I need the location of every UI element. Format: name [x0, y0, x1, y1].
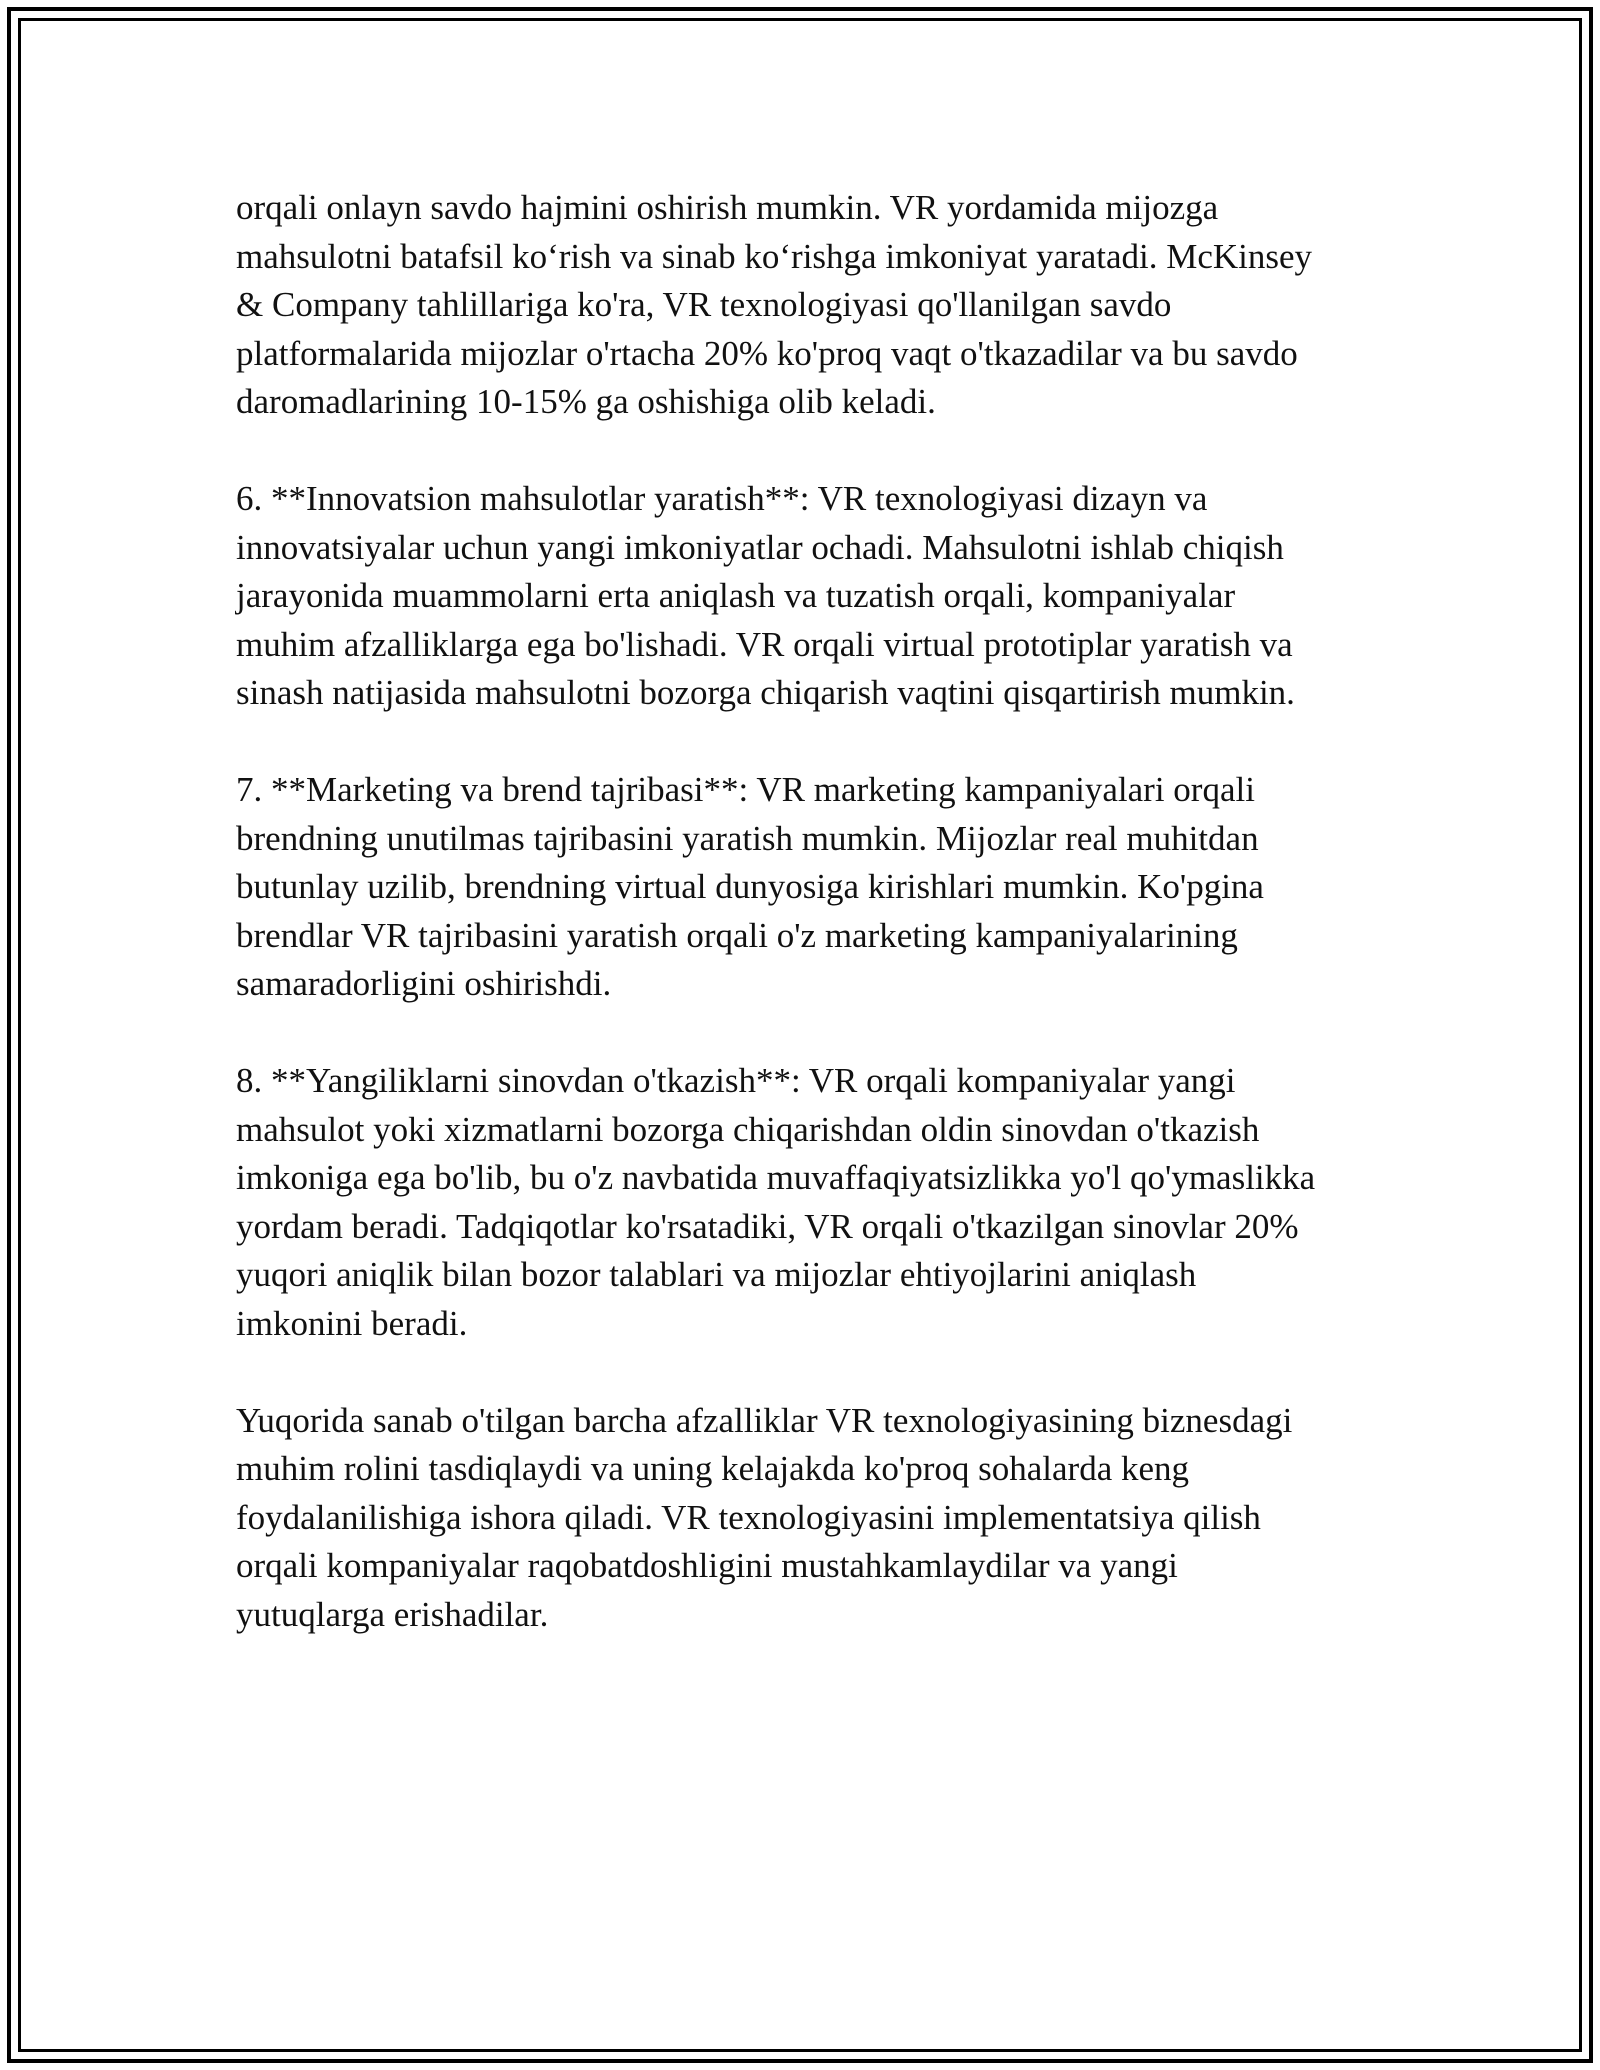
text-line: yordam beradi. Tadqiqotlar ko'rsatadiki, VR orqali o'tkazilgan sinovlar 20% [236, 1206, 1299, 1246]
text-line: & Company tahlillariga ko'ra, VR texnologiyasi qo'llanilgan savdo [236, 285, 1172, 324]
text-line: brendning unutilmas tajribasini yaratish mumkin. Mijozlar real muhitdan [236, 818, 1259, 858]
text-line: muhim rolini tasdiqlaydi va uning kelajakda ko'proq sohalarda keng [236, 1449, 1190, 1488]
text-line: 8. **Yangiliklarni sinovdan o'tkazish**: VR orqali kompaniyalar yangi [236, 1061, 1236, 1100]
text-line: muhim afzalliklarga ega bo'lishadi. VR orqali virtual prototiplar yaratish va [236, 624, 1293, 664]
text-line: butunlay uzilib, brendning virtual dunyosiga kirishlari mumkin. Ko'pgina [236, 867, 1264, 906]
text-line: samaradorligini oshirishdi. [236, 964, 612, 1003]
text-line: 7. **Marketing va brend tajribasi**: VR marketing kampaniyalari orqali [236, 770, 1255, 809]
text-line: orqali onlayn savdo hajmini oshirish mumkin. VR yordamida mijozga [236, 188, 1219, 227]
text-line: brendlar VR tajribasini yaratish orqali o'z marketing kampaniyalarining [236, 915, 1238, 955]
paragraph-online-sales [236, 184, 1376, 427]
text-line: 6. **Innovatsion mahsulotlar yaratish**: VR texnologiyasi dizayn va [236, 479, 1208, 518]
text-line: imkonini beradi. [236, 1303, 468, 1343]
text-line: yuqori aniqlik bilan bozor talablari va mijozlar ehtiyojlarini aniqlash [236, 1255, 1197, 1294]
text-line: jarayonida muammolarni erta aniqlash va tuzatish orqali, kompaniyalar [236, 576, 1236, 615]
text-line: orqali kompaniyalar raqobatdoshligini mustahkamlaydilar va yangi [236, 1546, 1178, 1585]
text-line: daromadlarining 10-15% ga oshishiga olib keladi. [236, 382, 936, 421]
text-line: innovatsiyalar uchun yangi imkoniyatlar ochadi. Mahsulotni ishlab chiqish [236, 527, 1284, 567]
text-line: Yuqorida sanab o'tilgan barcha afzalliklar VR texnologiyasining biznesdagi [236, 1400, 1293, 1440]
document-body [236, 184, 1376, 1639]
text-line: mahsulot yoki xizmatlarni bozorga chiqarishdan oldin sinovdan o'tkazish [236, 1109, 1260, 1149]
paragraph-item-8-testing [236, 1057, 1376, 1348]
text-line: mahsulotni batafsil ko‘rish va sinab ko‘rishga imkoniyat yaratadi. McKinsey [236, 236, 1313, 276]
text-line: foydalanilishiga ishora qiladi. VR texnologiyasini implementatsiya qilish [236, 1497, 1261, 1537]
text-line: sinash natijasida mahsulotni bozorga chiqarish vaqtini qisqartirish mumkin. [236, 673, 1295, 712]
paragraph-conclusion [236, 1397, 1376, 1640]
text-line: platformalarida mijozlar o'rtacha 20% ko'proq vaqt o'tkazadilar va bu savdo [236, 333, 1298, 373]
paragraph-item-7-marketing [236, 766, 1376, 1009]
text-line: imkoniga ega bo'lib, bu o'z navbatida muvaffaqiyatsizlikka yo'l qo'ymaslikka [236, 1158, 1316, 1197]
text-line: yutuqlarga erishadilar. [236, 1594, 549, 1634]
paragraph-item-6-innovation [236, 475, 1376, 718]
